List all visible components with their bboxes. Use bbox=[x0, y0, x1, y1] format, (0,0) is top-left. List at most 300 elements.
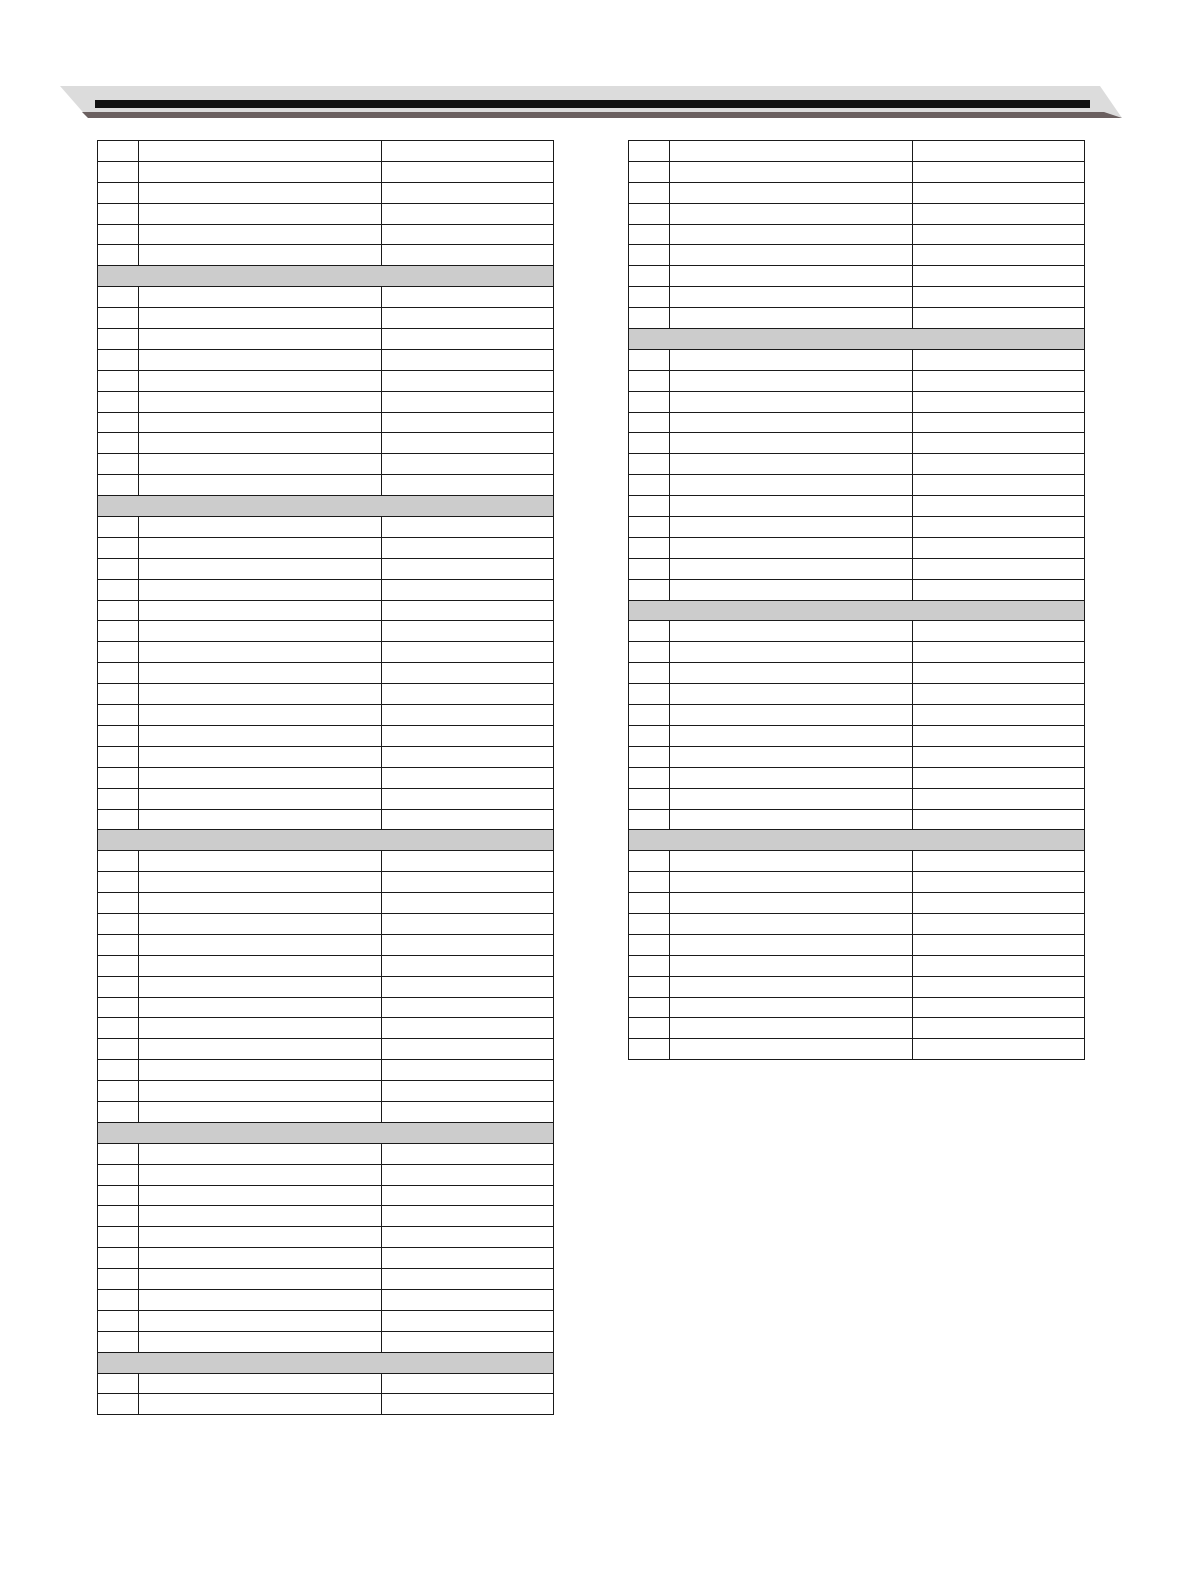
table-row bbox=[629, 475, 1085, 496]
row-name-cell bbox=[139, 1227, 382, 1248]
row-number-cell bbox=[629, 287, 670, 308]
row-value-cell bbox=[913, 245, 1085, 266]
section-header-row bbox=[98, 1352, 554, 1373]
row-value-cell bbox=[382, 1269, 554, 1290]
row-number-cell bbox=[98, 182, 139, 203]
table-row bbox=[629, 684, 1085, 705]
table-row bbox=[98, 141, 554, 162]
row-name-cell bbox=[139, 893, 382, 914]
table-row bbox=[98, 997, 554, 1018]
row-number-cell bbox=[98, 934, 139, 955]
row-number-cell bbox=[98, 663, 139, 684]
table-row bbox=[629, 245, 1085, 266]
table-row bbox=[98, 1101, 554, 1122]
row-name-cell bbox=[670, 788, 913, 809]
row-value-cell bbox=[382, 851, 554, 872]
row-number-cell bbox=[629, 433, 670, 454]
row-value-cell bbox=[913, 224, 1085, 245]
row-value-cell bbox=[382, 579, 554, 600]
row-value-cell bbox=[382, 141, 554, 162]
row-name-cell bbox=[139, 329, 382, 350]
row-number-cell bbox=[629, 997, 670, 1018]
row-value-cell bbox=[382, 705, 554, 726]
table-row bbox=[98, 642, 554, 663]
row-value-cell bbox=[382, 663, 554, 684]
row-value-cell bbox=[382, 1310, 554, 1331]
row-name-cell bbox=[139, 1101, 382, 1122]
row-number-cell bbox=[629, 934, 670, 955]
row-value-cell bbox=[913, 412, 1085, 433]
table-left-body bbox=[98, 141, 554, 1415]
section-header-label bbox=[629, 329, 1085, 350]
row-value-cell bbox=[913, 287, 1085, 308]
table-row bbox=[98, 1289, 554, 1310]
row-value-cell bbox=[382, 1164, 554, 1185]
table-row bbox=[629, 391, 1085, 412]
row-value-cell bbox=[382, 475, 554, 496]
section-header-row bbox=[98, 830, 554, 851]
row-value-cell bbox=[913, 642, 1085, 663]
row-number-cell bbox=[98, 412, 139, 433]
row-number-cell bbox=[98, 1248, 139, 1269]
row-value-cell bbox=[913, 349, 1085, 370]
row-name-cell bbox=[670, 893, 913, 914]
row-number-cell bbox=[629, 913, 670, 934]
row-name-cell bbox=[139, 433, 382, 454]
table-row bbox=[98, 1185, 554, 1206]
row-name-cell bbox=[139, 1060, 382, 1081]
row-value-cell bbox=[382, 746, 554, 767]
row-value-cell bbox=[382, 1373, 554, 1394]
table-row bbox=[629, 705, 1085, 726]
table-row bbox=[98, 1269, 554, 1290]
row-value-cell bbox=[913, 537, 1085, 558]
row-value-cell bbox=[382, 997, 554, 1018]
row-number-cell bbox=[629, 370, 670, 391]
row-name-cell bbox=[670, 412, 913, 433]
row-name-cell bbox=[139, 308, 382, 329]
row-value-cell bbox=[913, 475, 1085, 496]
row-value-cell bbox=[913, 558, 1085, 579]
row-number-cell bbox=[629, 955, 670, 976]
table-row bbox=[98, 1143, 554, 1164]
table-row bbox=[98, 454, 554, 475]
row-number-cell bbox=[98, 517, 139, 538]
table-row bbox=[629, 913, 1085, 934]
table-row bbox=[98, 579, 554, 600]
row-value-cell bbox=[382, 1331, 554, 1352]
row-number-cell bbox=[629, 308, 670, 329]
row-value-cell bbox=[382, 245, 554, 266]
row-name-cell bbox=[670, 684, 913, 705]
row-number-cell bbox=[629, 579, 670, 600]
row-number-cell bbox=[98, 767, 139, 788]
row-value-cell bbox=[382, 370, 554, 391]
section-header-label bbox=[629, 600, 1085, 621]
row-value-cell bbox=[913, 684, 1085, 705]
row-name-cell bbox=[670, 141, 913, 162]
row-number-cell bbox=[98, 245, 139, 266]
header-banner bbox=[0, 0, 1191, 130]
row-number-cell bbox=[629, 725, 670, 746]
table-row bbox=[629, 809, 1085, 830]
row-number-cell bbox=[629, 203, 670, 224]
row-name-cell bbox=[139, 349, 382, 370]
row-value-cell bbox=[913, 433, 1085, 454]
section-header-label bbox=[629, 830, 1085, 851]
row-number-cell bbox=[98, 1227, 139, 1248]
table-row bbox=[98, 329, 554, 350]
table-row bbox=[98, 412, 554, 433]
row-number-cell bbox=[98, 1060, 139, 1081]
row-number-cell bbox=[629, 976, 670, 997]
row-value-cell bbox=[382, 934, 554, 955]
row-number-cell bbox=[98, 1206, 139, 1227]
row-value-cell bbox=[382, 558, 554, 579]
table-row bbox=[629, 537, 1085, 558]
banner-shadow-band bbox=[82, 112, 1122, 118]
row-name-cell bbox=[139, 851, 382, 872]
row-number-cell bbox=[98, 746, 139, 767]
row-value-cell bbox=[382, 1227, 554, 1248]
row-number-cell bbox=[629, 517, 670, 538]
row-number-cell bbox=[98, 141, 139, 162]
row-name-cell bbox=[139, 684, 382, 705]
row-name-cell bbox=[670, 391, 913, 412]
row-name-cell bbox=[670, 746, 913, 767]
row-name-cell bbox=[139, 182, 382, 203]
section-header-label bbox=[98, 830, 554, 851]
row-name-cell bbox=[139, 1018, 382, 1039]
row-number-cell bbox=[629, 412, 670, 433]
row-name-cell bbox=[670, 913, 913, 934]
row-name-cell bbox=[139, 1081, 382, 1102]
table-row bbox=[98, 705, 554, 726]
table-row bbox=[629, 955, 1085, 976]
table-row bbox=[629, 767, 1085, 788]
table-row bbox=[629, 496, 1085, 517]
row-value-cell bbox=[382, 224, 554, 245]
row-value-cell bbox=[382, 287, 554, 308]
row-name-cell bbox=[670, 558, 913, 579]
row-number-cell bbox=[629, 767, 670, 788]
row-number-cell bbox=[629, 746, 670, 767]
row-value-cell bbox=[913, 579, 1085, 600]
row-value-cell bbox=[382, 182, 554, 203]
row-name-cell bbox=[670, 349, 913, 370]
row-number-cell bbox=[98, 1101, 139, 1122]
row-name-cell bbox=[139, 224, 382, 245]
banner-dark-rule bbox=[95, 100, 1090, 108]
row-number-cell bbox=[98, 913, 139, 934]
section-header-label bbox=[98, 496, 554, 517]
table-row bbox=[98, 684, 554, 705]
row-value-cell bbox=[913, 308, 1085, 329]
row-number-cell bbox=[98, 851, 139, 872]
row-number-cell bbox=[629, 496, 670, 517]
row-name-cell bbox=[139, 558, 382, 579]
row-name-cell bbox=[139, 809, 382, 830]
row-number-cell bbox=[98, 579, 139, 600]
row-value-cell bbox=[913, 997, 1085, 1018]
row-number-cell bbox=[98, 287, 139, 308]
table-row bbox=[98, 976, 554, 997]
row-name-cell bbox=[670, 642, 913, 663]
section-header-label bbox=[98, 1352, 554, 1373]
row-name-cell bbox=[670, 872, 913, 893]
row-number-cell bbox=[98, 433, 139, 454]
row-value-cell bbox=[382, 349, 554, 370]
table-row bbox=[98, 182, 554, 203]
row-name-cell bbox=[670, 433, 913, 454]
row-name-cell bbox=[670, 308, 913, 329]
table-row bbox=[629, 1039, 1085, 1060]
row-value-cell bbox=[382, 1206, 554, 1227]
row-value-cell bbox=[382, 203, 554, 224]
table-row bbox=[629, 997, 1085, 1018]
table-row bbox=[629, 851, 1085, 872]
row-name-cell bbox=[139, 245, 382, 266]
table-row bbox=[629, 454, 1085, 475]
row-value-cell bbox=[382, 809, 554, 830]
row-name-cell bbox=[139, 370, 382, 391]
row-name-cell bbox=[670, 663, 913, 684]
table-row bbox=[98, 1060, 554, 1081]
table-row bbox=[629, 976, 1085, 997]
row-value-cell bbox=[382, 1018, 554, 1039]
row-name-cell bbox=[139, 1269, 382, 1290]
row-name-cell bbox=[670, 517, 913, 538]
table-row bbox=[98, 934, 554, 955]
row-number-cell bbox=[629, 182, 670, 203]
table-row bbox=[629, 663, 1085, 684]
table-row bbox=[98, 349, 554, 370]
section-header-row bbox=[98, 266, 554, 287]
row-name-cell bbox=[139, 788, 382, 809]
table-row bbox=[98, 1331, 554, 1352]
table-row bbox=[98, 224, 554, 245]
row-number-cell bbox=[629, 642, 670, 663]
row-number-cell bbox=[98, 454, 139, 475]
row-name-cell bbox=[670, 997, 913, 1018]
row-name-cell bbox=[139, 1373, 382, 1394]
row-number-cell bbox=[98, 1394, 139, 1415]
table-row bbox=[98, 370, 554, 391]
row-value-cell bbox=[913, 955, 1085, 976]
row-name-cell bbox=[139, 934, 382, 955]
row-name-cell bbox=[139, 746, 382, 767]
table-row bbox=[629, 412, 1085, 433]
row-value-cell bbox=[913, 621, 1085, 642]
row-number-cell bbox=[98, 1039, 139, 1060]
row-name-cell bbox=[670, 266, 913, 287]
table-row bbox=[98, 767, 554, 788]
table-row bbox=[629, 370, 1085, 391]
table-row bbox=[629, 287, 1085, 308]
row-number-cell bbox=[629, 454, 670, 475]
row-name-cell bbox=[139, 600, 382, 621]
row-number-cell bbox=[629, 558, 670, 579]
table-right bbox=[628, 140, 1085, 1060]
row-name-cell bbox=[139, 412, 382, 433]
row-number-cell bbox=[98, 349, 139, 370]
section-header-row bbox=[629, 329, 1085, 350]
row-name-cell bbox=[139, 203, 382, 224]
row-name-cell bbox=[139, 475, 382, 496]
row-value-cell bbox=[913, 370, 1085, 391]
row-value-cell bbox=[382, 308, 554, 329]
row-value-cell bbox=[913, 767, 1085, 788]
table-row bbox=[629, 621, 1085, 642]
row-name-cell bbox=[139, 872, 382, 893]
table-row bbox=[629, 308, 1085, 329]
row-name-cell bbox=[139, 1310, 382, 1331]
table-row bbox=[629, 433, 1085, 454]
row-number-cell bbox=[98, 308, 139, 329]
table-row bbox=[629, 558, 1085, 579]
row-number-cell bbox=[98, 725, 139, 746]
section-header-row bbox=[629, 830, 1085, 851]
row-number-cell bbox=[98, 976, 139, 997]
row-number-cell bbox=[629, 475, 670, 496]
row-name-cell bbox=[670, 934, 913, 955]
row-value-cell bbox=[913, 893, 1085, 914]
row-name-cell bbox=[670, 621, 913, 642]
row-number-cell bbox=[98, 1331, 139, 1352]
row-value-cell bbox=[382, 725, 554, 746]
row-name-cell bbox=[670, 161, 913, 182]
table-row bbox=[98, 391, 554, 412]
row-number-cell bbox=[98, 600, 139, 621]
row-number-cell bbox=[629, 349, 670, 370]
row-value-cell bbox=[913, 1039, 1085, 1060]
row-value-cell bbox=[913, 663, 1085, 684]
table-row bbox=[98, 245, 554, 266]
row-number-cell bbox=[98, 1289, 139, 1310]
row-name-cell bbox=[139, 621, 382, 642]
row-number-cell bbox=[98, 1143, 139, 1164]
row-name-cell bbox=[139, 725, 382, 746]
row-number-cell bbox=[629, 872, 670, 893]
row-number-cell bbox=[629, 266, 670, 287]
row-number-cell bbox=[98, 955, 139, 976]
row-value-cell bbox=[913, 266, 1085, 287]
row-value-cell bbox=[382, 433, 554, 454]
row-name-cell bbox=[139, 955, 382, 976]
table-row bbox=[98, 1039, 554, 1060]
row-number-cell bbox=[98, 391, 139, 412]
table-row bbox=[629, 872, 1085, 893]
row-number-cell bbox=[98, 997, 139, 1018]
row-number-cell bbox=[98, 161, 139, 182]
row-number-cell bbox=[629, 893, 670, 914]
row-name-cell bbox=[139, 705, 382, 726]
table-row bbox=[629, 1018, 1085, 1039]
row-value-cell bbox=[382, 1143, 554, 1164]
row-number-cell bbox=[98, 1373, 139, 1394]
table-row bbox=[629, 161, 1085, 182]
row-value-cell bbox=[913, 203, 1085, 224]
row-value-cell bbox=[913, 141, 1085, 162]
row-number-cell bbox=[98, 475, 139, 496]
row-name-cell bbox=[670, 955, 913, 976]
table-row bbox=[98, 1018, 554, 1039]
row-number-cell bbox=[98, 537, 139, 558]
table-row bbox=[629, 141, 1085, 162]
section-header-label bbox=[98, 1122, 554, 1143]
row-name-cell bbox=[670, 851, 913, 872]
table-row bbox=[629, 203, 1085, 224]
table-row bbox=[98, 308, 554, 329]
table-row bbox=[98, 558, 554, 579]
row-number-cell bbox=[98, 1185, 139, 1206]
row-value-cell bbox=[913, 725, 1085, 746]
row-number-cell bbox=[98, 684, 139, 705]
row-name-cell bbox=[139, 579, 382, 600]
row-value-cell bbox=[913, 746, 1085, 767]
section-header-row bbox=[98, 1122, 554, 1143]
row-name-cell bbox=[670, 705, 913, 726]
row-name-cell bbox=[670, 537, 913, 558]
row-name-cell bbox=[670, 1018, 913, 1039]
row-value-cell bbox=[382, 391, 554, 412]
table-row bbox=[98, 788, 554, 809]
row-value-cell bbox=[382, 537, 554, 558]
table-row bbox=[98, 1248, 554, 1269]
row-name-cell bbox=[139, 767, 382, 788]
row-name-cell bbox=[670, 203, 913, 224]
row-name-cell bbox=[139, 913, 382, 934]
row-value-cell bbox=[913, 496, 1085, 517]
table-row bbox=[98, 600, 554, 621]
row-number-cell bbox=[629, 391, 670, 412]
row-value-cell bbox=[913, 976, 1085, 997]
table-row bbox=[98, 872, 554, 893]
row-number-cell bbox=[629, 1039, 670, 1060]
table-row bbox=[98, 1206, 554, 1227]
row-name-cell bbox=[670, 475, 913, 496]
row-number-cell bbox=[629, 621, 670, 642]
row-name-cell bbox=[139, 642, 382, 663]
table-row bbox=[98, 809, 554, 830]
row-name-cell bbox=[139, 537, 382, 558]
table-row bbox=[98, 663, 554, 684]
row-number-cell bbox=[98, 872, 139, 893]
table-left bbox=[97, 140, 554, 1415]
row-name-cell bbox=[139, 997, 382, 1018]
row-value-cell bbox=[382, 454, 554, 475]
row-name-cell bbox=[670, 725, 913, 746]
row-value-cell bbox=[382, 767, 554, 788]
row-number-cell bbox=[629, 663, 670, 684]
table-row bbox=[629, 746, 1085, 767]
row-value-cell bbox=[382, 412, 554, 433]
row-name-cell bbox=[670, 182, 913, 203]
row-number-cell bbox=[98, 1164, 139, 1185]
row-value-cell bbox=[913, 182, 1085, 203]
row-value-cell bbox=[382, 1060, 554, 1081]
table-row bbox=[98, 1394, 554, 1415]
row-number-cell bbox=[629, 851, 670, 872]
table-row bbox=[98, 517, 554, 538]
row-value-cell bbox=[382, 1394, 554, 1415]
row-name-cell bbox=[139, 161, 382, 182]
row-value-cell bbox=[382, 621, 554, 642]
row-name-cell bbox=[670, 224, 913, 245]
table-row bbox=[98, 1164, 554, 1185]
table-row bbox=[629, 349, 1085, 370]
row-number-cell bbox=[98, 621, 139, 642]
